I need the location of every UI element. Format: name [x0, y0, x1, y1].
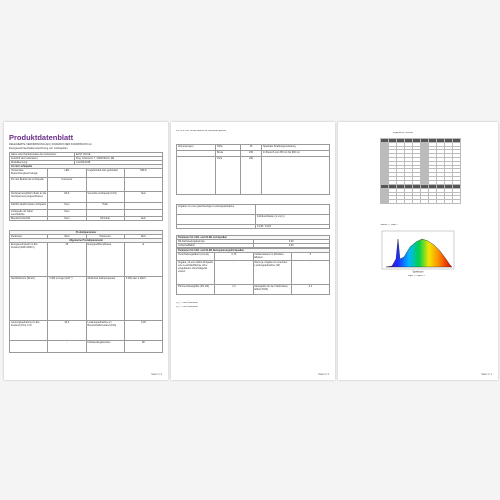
led-table: [176, 235, 330, 248]
type-cell: Nein: [48, 210, 86, 217]
figure-caption: Figur 1 / Figure 1: [408, 275, 425, 277]
general-cell: 0,00: [124, 321, 162, 341]
dim-cell: Breite: [216, 151, 241, 157]
general-cell: Leistungsaufnahme im Ein-Zustand (Pon) in W: [10, 321, 48, 341]
general-cell: Leistungsaufnahme im Bereitschaftszustand (Psb): [86, 321, 124, 341]
dim-cell: Höhe: [216, 145, 241, 151]
mains-cell: 6: [291, 253, 329, 261]
type-cell: Hülle: [86, 203, 124, 210]
dim-cell: 230: [241, 151, 262, 157]
general-cell: ähnlichste Farbtemperatur: [86, 277, 124, 321]
general-cell: Farbwiedergabeindex: [86, 341, 124, 353]
mains-table: [176, 248, 330, 295]
type-cell: Ungebündelt oder gebündelt: [86, 169, 124, 178]
chroma-y: 0,403: [264, 225, 271, 228]
general-cell: 80: [124, 341, 162, 353]
type-cell: NDLS: [124, 169, 162, 178]
params-table: [9, 230, 163, 353]
section-params: Produktparameter: [10, 231, 163, 235]
top-note: Für CLS in W, ob die zweiten für Ultraviolett genutzt: [176, 130, 227, 132]
type-cell: [86, 210, 124, 217]
type-cell: Verwendete Beleuchtungstechnologie: [10, 169, 48, 178]
dim-cell: 15: [241, 145, 262, 151]
type-cell: Nein: [124, 192, 162, 203]
mains-cell: -: [291, 261, 329, 285]
mains-cell: Wenn ja, Angabe zur ersetzten Leistungsaufnahme (W): [253, 261, 291, 285]
results-table: [380, 138, 461, 185]
intro-line-2: Energieverbrauchskennzeichnung von Lichtquellen: [9, 146, 68, 150]
general-cell: Nutzlichtstrom (Φnutz): [10, 277, 48, 321]
model-value: LUJ00342/38: [75, 161, 163, 165]
type-cell: Lichtquelle mit hoher Leuchtdichte: [10, 210, 48, 217]
general-cell: 36: [48, 243, 86, 277]
chroma-x: 0,448: [257, 225, 263, 228]
mains-cell: 0,70: [215, 253, 253, 261]
param-header: Wert: [124, 235, 162, 239]
type-cell: Blendschutzschild: [10, 217, 48, 221]
type-cell: Farblich abstimmbare Lichtquelle: [10, 203, 48, 210]
type-cell: Für den Betrieb der Lichtquelle: [10, 178, 48, 192]
type-table: [9, 164, 163, 221]
led-cell: 0,90: [253, 240, 330, 244]
general-cell: E: [124, 243, 162, 277]
results-title: Ergebnisse / Results: [393, 132, 414, 134]
section-general: Allgemeine Produktparameter: [10, 239, 163, 243]
model-label: Modellkennung:: [10, 161, 75, 165]
mains-cell: Messgröße für den Stroboskop-Effekt (SVM): [253, 285, 291, 295]
dim-cell: [177, 157, 216, 195]
datasheet-page-1: [4, 122, 168, 380]
led-cell: Lichterhaltfaktor: [177, 244, 254, 248]
type-cell: Netzspannung/Nicht direkt an die Netzspannung angeschlossen: [10, 192, 48, 203]
chroma-label: Farbkoordinaten (x und y): [256, 215, 330, 225]
claims-table: [176, 204, 330, 229]
param-header: Parameter: [86, 235, 124, 239]
chroma-values: 0,448 / 0,403: [256, 225, 330, 229]
type-cell: Nein: [48, 217, 86, 221]
mains-cell: Flimmer-Messgröße (Pst LM): [177, 285, 215, 295]
datasheet-page-2: [171, 122, 335, 380]
dim-cell: 230: [241, 157, 262, 195]
type-cell: Nein: [124, 217, 162, 221]
page-title: Produktdatenblatt: [9, 133, 74, 142]
note-2: (2) „-“: nicht zutreffend: [176, 306, 198, 308]
mains-cell: Angabe, ob eine LED-Lichtquelle eine Leuchtstofflampe ohne eingebauten Vorschaltgerät ersetzt: [177, 261, 215, 285]
supplier-name-value: EAST VALUE: [75, 153, 163, 157]
report-page: [338, 122, 498, 380]
type-cell: MLS: [48, 192, 86, 203]
section-type: Art der Lichtquelle: [10, 165, 163, 169]
general-cell: [10, 341, 48, 353]
param-header: Wert: [48, 235, 86, 239]
general-cell: 3 000 oder 4 000 K: [124, 277, 162, 321]
mains-cell: Verschiebungsfaktor (cos φ1): [177, 253, 215, 261]
page-footer: Seite 1 / 1: [481, 373, 492, 376]
type-cell: [124, 203, 162, 210]
general-cell: Energieverbrauch im Ein-Zustand (kWh/1000 h): [10, 243, 48, 277]
note-1: (1) „-“: nicht zutreffend: [176, 302, 198, 304]
led-cell: R9-Farbwiedergabeindex: [177, 240, 254, 244]
type-cell: [124, 178, 162, 192]
type-cell: Connector: [48, 178, 86, 192]
intro-line-1: DELEGIERTE VERORDNUNG (EU) 2019/2015 DER KOMMISSION zur: [9, 143, 92, 146]
section-mains: Parameter für LED- und OLED-Netzspannungslichtquellen: [177, 249, 330, 253]
led-cell: 0,90: [253, 244, 330, 248]
general-cell: -: [48, 341, 86, 353]
param-header: Parameter: [10, 235, 48, 239]
spectrum-figure: [380, 229, 456, 273]
section-led: Parameter für LED- und OLED-Lichtquellen: [177, 236, 330, 240]
mains-cell: 1,0: [215, 285, 253, 295]
dim-cell: im Bereich von 250 nm bis 800 nm: [262, 151, 330, 157]
table2-title: Tabelle 2 / Table 2: [380, 224, 398, 226]
mains-cell: Farbkonsistenz in McAdam-Ellipsen: [253, 253, 291, 261]
supplier-name-label: Name oder Handelsmarke des Lieferanten:: [10, 153, 75, 157]
dim-cell: [262, 157, 330, 195]
type-cell: [86, 178, 124, 192]
supplier-address-value: Zing. Jindrovom 7, 11200 Berlin, DE: [75, 157, 163, 161]
type-cell: [124, 210, 162, 217]
mains-cell: 0,4: [291, 285, 329, 295]
type-cell: Nein: [48, 203, 86, 210]
general-cell: 3 300 in Kugel (120 °): [48, 277, 86, 321]
type-cell: LED: [48, 169, 86, 178]
page-footer: Seite 1 / 2: [151, 373, 162, 376]
type-cell: Dimmbar: [86, 217, 124, 221]
general-cell: 36,0: [48, 321, 86, 341]
claim-cell: Angaben zu einer gleichwertigen Leistungsaufnahme: [177, 205, 256, 215]
results-table-2: [380, 184, 461, 204]
dimensions-table: [176, 144, 330, 195]
spectrum-label: Spektrum: [412, 270, 424, 273]
general-cell: Energieeffizienzklasse: [86, 243, 124, 277]
dim-cell: Spektrale Strahlungsverteilung: [262, 145, 330, 151]
page-footer: Seite 2 / 2: [318, 373, 329, 376]
supplier-address-label: Anschrift des Lieferanten:: [10, 157, 75, 161]
mains-cell: -: [215, 261, 253, 285]
dim-cell: Abmessungen: [177, 145, 216, 151]
dim-cell: Tiefe: [216, 157, 241, 195]
type-cell: Vernetzte Lichtquelle (CLS): [86, 192, 124, 203]
